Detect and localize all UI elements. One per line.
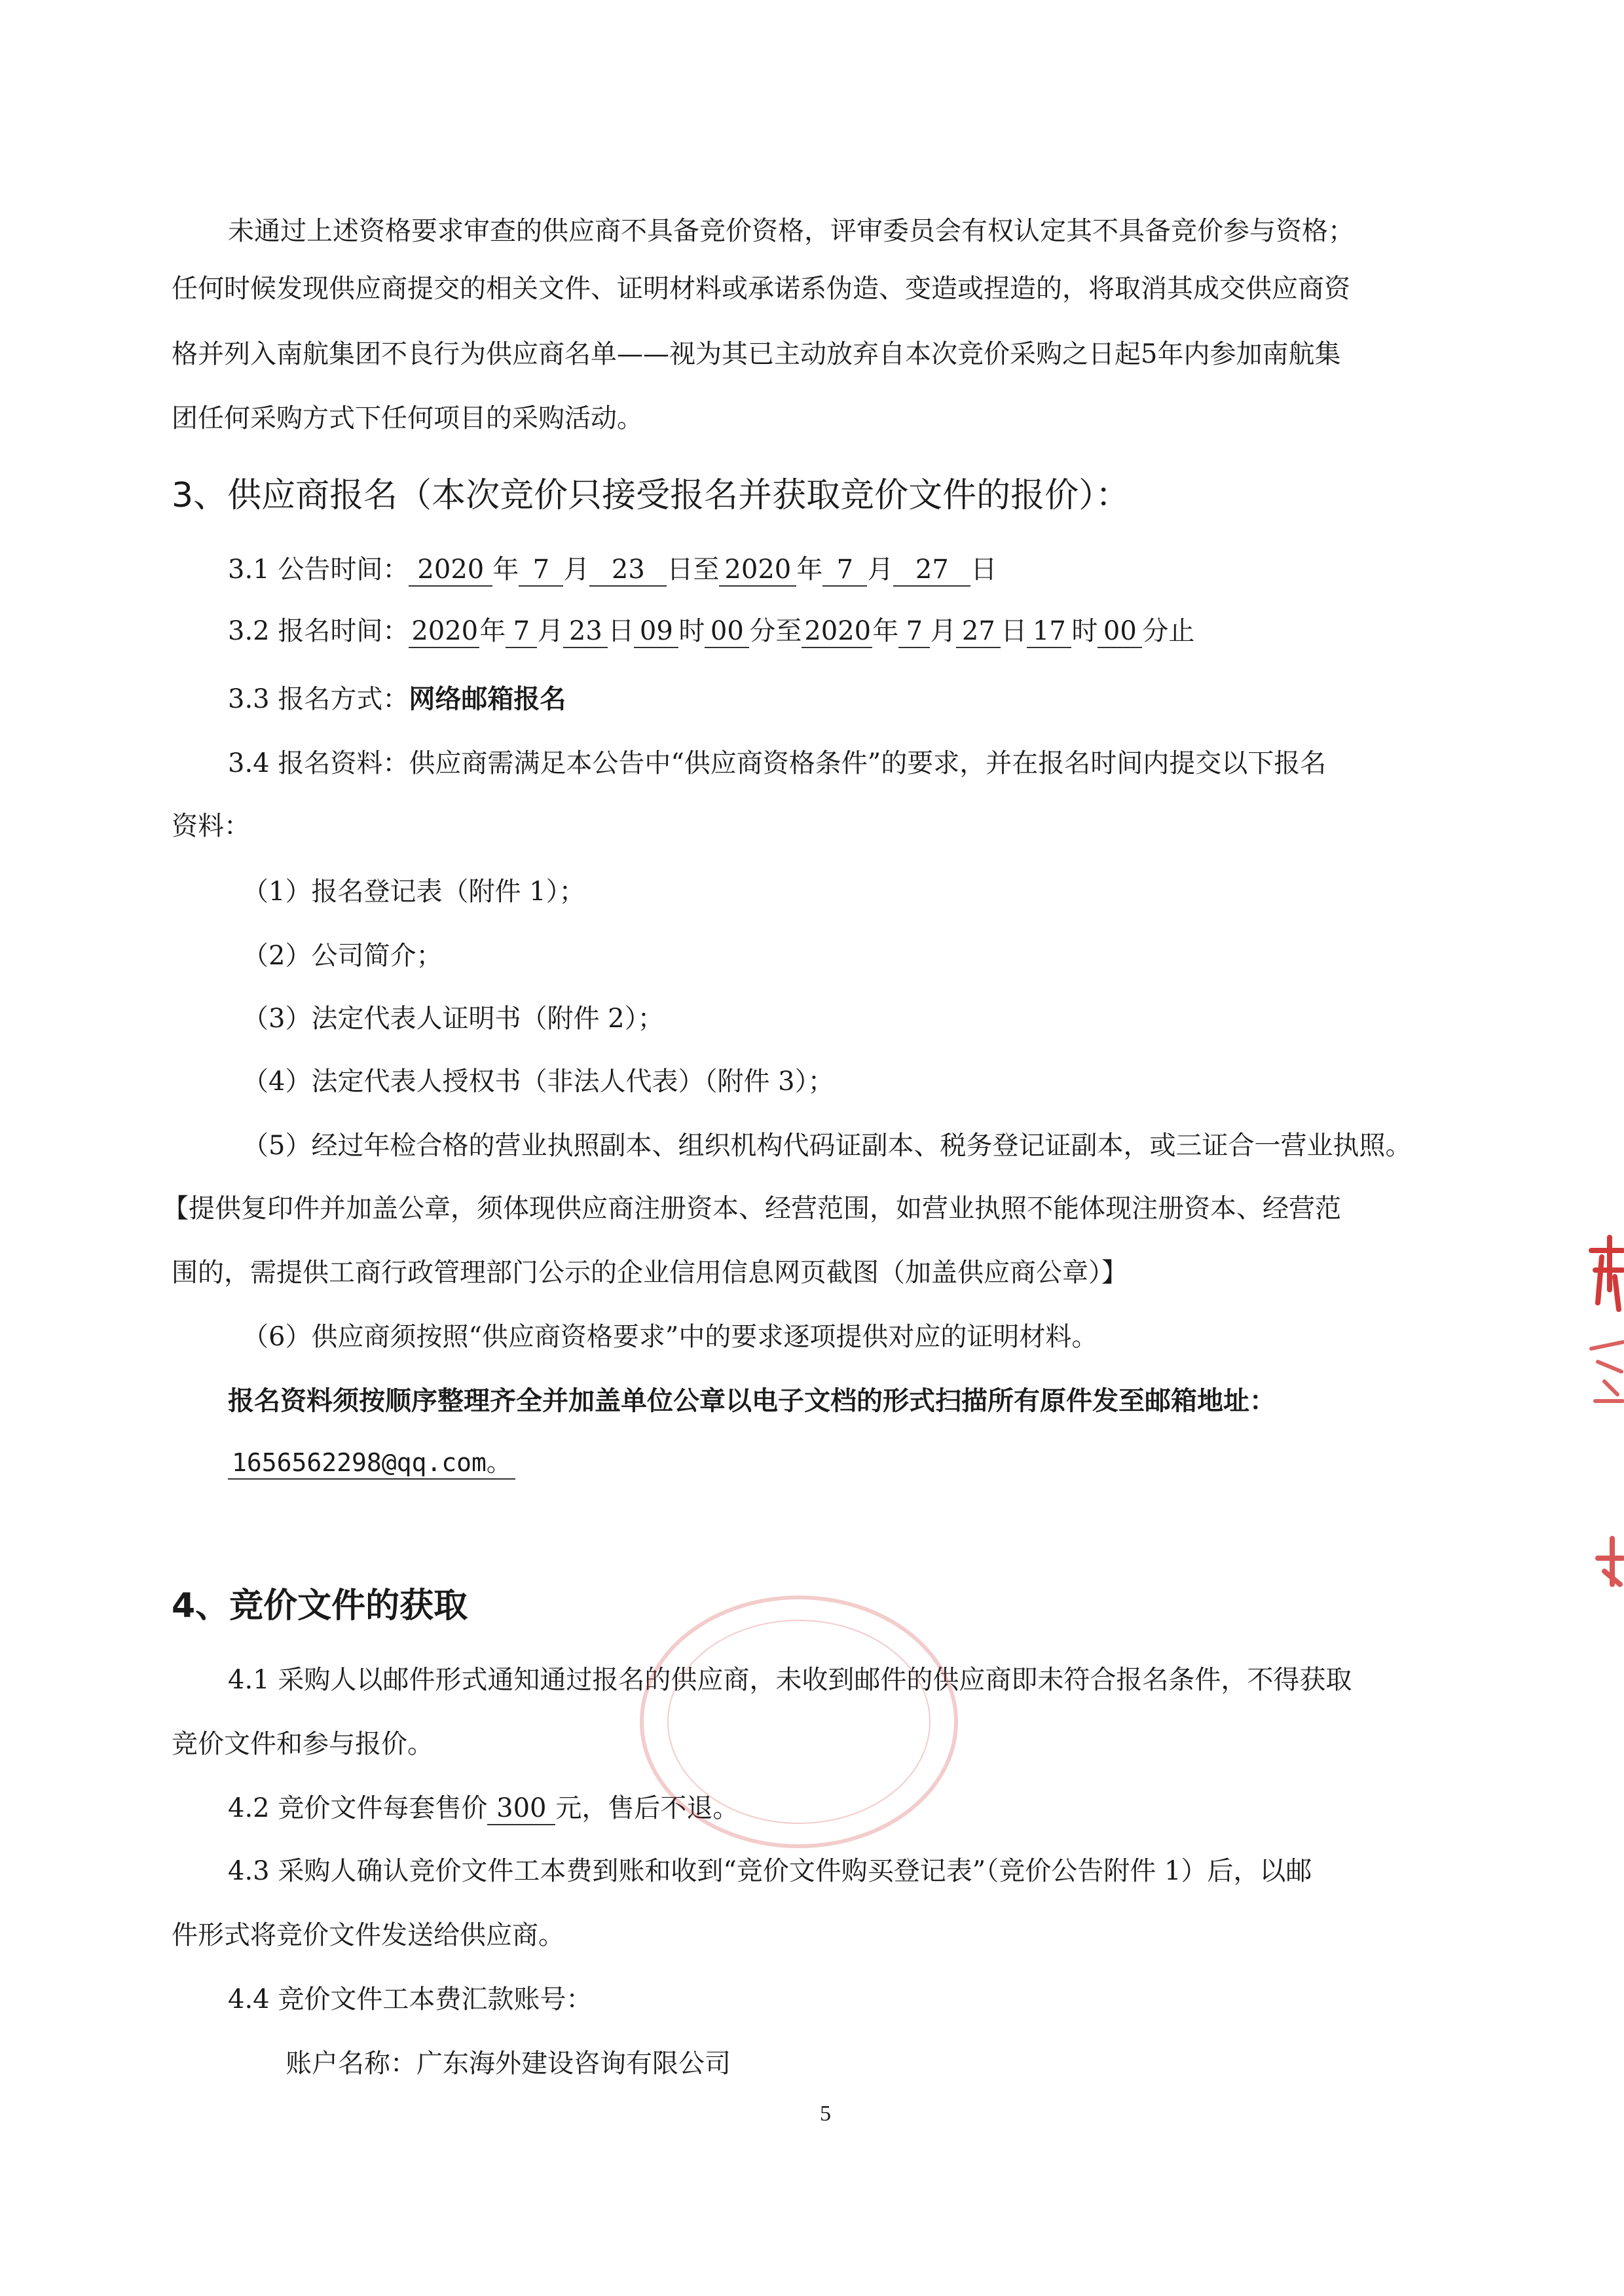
material-item-3: （3）法定代表人证明书（附件 2）； bbox=[242, 1004, 664, 1034]
intro-line-1: 未通过上述资格要求审查的供应商不具备竞价资格，评审委员会有权认定其不具备竞价参与资格； bbox=[228, 216, 1354, 246]
account-name: 账户名称：广东海外建设咨询有限公司 bbox=[286, 2049, 731, 2079]
material-item-2: （2）公司简介； bbox=[242, 941, 443, 971]
seal-stamp-faint bbox=[629, 1584, 969, 1859]
seal-stamp-edge bbox=[1572, 1231, 1624, 1597]
page-number: 5 bbox=[820, 2102, 831, 2126]
registration-materials-line-2: 资料： bbox=[172, 811, 250, 841]
material-item-5: （5）经过年检合格的营业执照副本、组织机构代码证副本、税务登记证副本，或三证合一营业执照。 bbox=[242, 1131, 1412, 1161]
section-4-heading: 4、竞价文件的获取 bbox=[172, 1586, 468, 1626]
material-item-1: （1）报名登记表（附件 1）； bbox=[242, 877, 585, 907]
intro-line-2: 任何时候发现供应商提交的相关文件、证明材料或承诺系伪造、变造或捏造的，将取消其成交供应商资 bbox=[172, 274, 1350, 304]
material-note-line-1: 【提供复印件并加盖公章，须体现供应商注册资本、经营范围，如营业执照不能体现注册资本、经营范 bbox=[162, 1194, 1341, 1224]
intro-line-4: 团任何采购方式下任何项目的采购活动。 bbox=[172, 403, 643, 433]
section-4-3-line-2: 件形式将竞价文件发送给供应商。 bbox=[172, 1920, 564, 1950]
submission-instruction: 报名资料须按顺序整理齐全并加盖单位公章以电子文档的形式扫描所有原件发至邮箱地址： bbox=[228, 1386, 1276, 1416]
document-price: 4.2 竞价文件每套售价 300 元，售后不退。 bbox=[228, 1790, 1538, 1827]
material-note-line-2: 围的，需提供工商行政管理部门公示的企业信用信息网页截图（加盖供应商公章）】 bbox=[172, 1258, 1128, 1288]
announcement-time: 3.1 公告时间： 2020 年 7 月 23 日至 2020 年 7 月 27 日 bbox=[228, 551, 1538, 588]
section-3-heading: 3、供应商报名（本次竞价只接受报名并获取竞价文件的报价）： bbox=[172, 476, 1130, 515]
material-item-6: （6）供应商须按照“供应商资格要求”中的要求逐项提供对应的证明材料。 bbox=[242, 1322, 1098, 1352]
material-item-4: （4）法定代表人授权书（非法人代表）（附件 3）； bbox=[242, 1066, 834, 1097]
registration-materials-line-1: 3.4 报名资料：供应商需满足本公告中“供应商资格条件”的要求，并在报名时间内提交以下报名 bbox=[228, 748, 1327, 778]
email-address: 1656562298@qq.com。 bbox=[228, 1444, 1538, 1481]
section-4-1-line-1: 4.1 采购人以邮件形式通知通过报名的供应商，未收到邮件的供应商即未符合报名条件，不得获取 bbox=[228, 1665, 1352, 1695]
section-4-3-line-1: 4.3 采购人确认竞价文件工本费到账和收到“竞价文件购买登记表”（竞价公告附件 1）后，以邮 bbox=[228, 1856, 1312, 1886]
registration-method: 3.3 报名方式：网络邮箱报名 bbox=[228, 684, 566, 714]
section-4-1-line-2: 竞价文件和参与报价。 bbox=[172, 1729, 434, 1759]
section-4-4: 4.4 竞价文件工本费汇款账号： bbox=[228, 1984, 593, 2014]
intro-line-3: 格并列入南航集团不良行为供应商名单——视为其已主动放弃自本次竞价采购之日起5年内参加南航集 bbox=[172, 339, 1341, 369]
registration-time: 3.2 报名时间： 2020年 7 月 23 日 09 时 00 分至 2020年 7 月 27 日 17 时 00 分止 bbox=[228, 613, 1538, 649]
